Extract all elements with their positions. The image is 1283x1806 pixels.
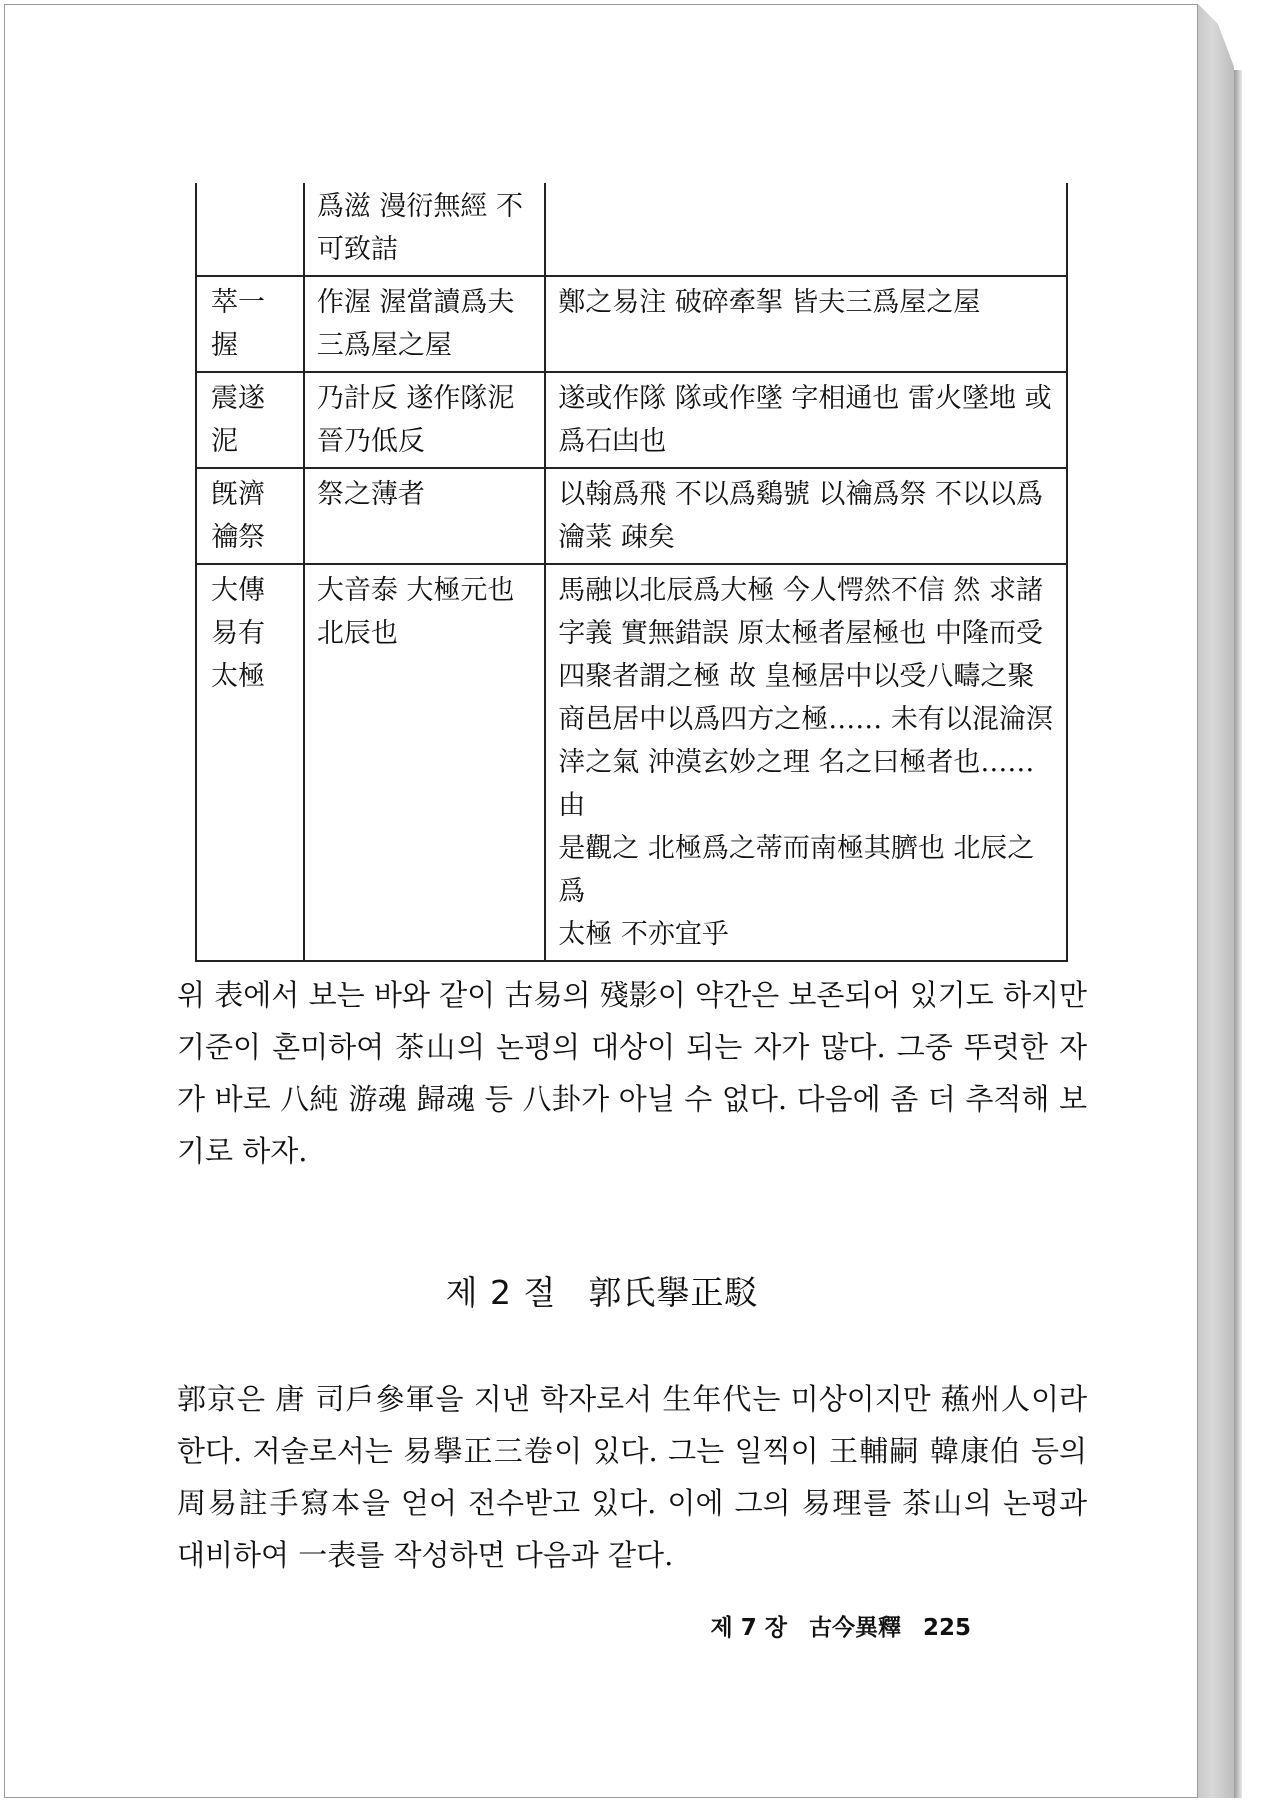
cell-line: 太極 不亦宜乎 [558,919,729,950]
dasan-cell [545,468,1067,564]
cell-line: 爲石凷也 [558,426,667,457]
term-cell: 大傳易有太極 [196,564,304,961]
dasan-cell [545,276,1067,372]
cell-line: 大音泰 大極元也 [316,575,515,606]
table-row [196,276,1067,372]
term-cell: 震遂泥 [196,372,304,468]
cell-line: 涬之氣 沖漠玄妙之理 名之曰極者也……由 [558,747,1035,821]
body-paragraph-1: 위 表에서 보는 바와 같이 古易의 殘影이 약간은 보존되어 있기도 하지만 기준이 혼미하여 茶山의 논평의 대상이 되는 자가 많다. 그중 뚜렷한 자가 바로 八純 游魂 歸魂 등 八卦가 아닐 수 없다. 다음에 좀 더 추적해 보기로 하자. [177,978,1087,1168]
cell-line: 是觀之 北極爲之蒂而南極其臍也 北辰之爲 [558,833,1035,907]
table-row [196,468,1067,564]
section-heading [5,1267,1199,1314]
cell-line: 乃計反 遂作隊泥 [316,383,515,414]
cell-line: 作渥 渥當讀爲夫 [316,287,515,318]
cell-line: 北辰也 [316,618,398,649]
comparison-table [195,183,1068,962]
cell-line: 以翰爲飛 不以爲鷄號 以禴爲祭 不以以爲 [558,479,1043,510]
cell-line: 四聚者謂之極 故 皇極居中以受八疇之聚 [558,661,1035,692]
table-row [196,372,1067,468]
cell-line: 祭之薄者 [316,479,425,510]
page-number: 225 [922,1615,971,1641]
cell-line: 遂或作隊 隊或作墜 字相通也 雷火墜地 或 [558,383,1052,414]
table-row [196,183,1067,276]
cell-line: 晉乃低反 [316,426,425,457]
cell-line: 馬融以北辰爲大極 今人愕然不信 然 求諸 [558,575,1043,606]
cell-line: 商邑居中以爲四方之極…… 未有以混淪溟 [558,704,1053,735]
cell-line: 三爲屋之屋 [316,330,452,361]
guo-cell [304,468,545,564]
guo-cell [304,276,545,372]
section-number: 제 2 절 [445,1273,557,1312]
footer-chapter: 제 7 장 [710,1615,787,1641]
book-edge-shadow [1234,70,1242,1798]
guo-cell [304,372,545,468]
dasan-cell [545,372,1067,468]
dasan-cell [545,183,1067,276]
cell-line: 可致詰 [316,234,398,265]
body-paragraph-2: 郭京은 唐 司戶參軍을 지낸 학자로서 生年代는 미상이지만 蘓州人이라 한다. 저술로서는 易擧正三卷이 있다. 그는 일찍이 王輔嗣 韓康伯 등의 周易註手寫本을 얻어 전수받고 있다. 이에 그의 易理를 茶山의 논평과 대비하여 一表를 작성하면 다음과 같다. [177,1382,1087,1572]
cell-line: 鄭之易注 破碎牽挐 皆夫三爲屋之屋 [558,287,981,318]
page-footer [711,1609,971,1642]
footer-chapter-title: 古今異釋 [808,1615,901,1641]
cell-line: 爲滋 漫衍無經 不 [316,191,523,222]
dasan-cell [545,564,1067,961]
term-cell: 萃一握 [196,276,304,372]
book-edge [1198,4,1234,1798]
book-page [4,4,1198,1798]
table-row [196,564,1067,961]
guo-cell [304,183,545,276]
cell-line: 字義 實無錯誤 原太極者屋極也 中隆而受 [558,618,1043,649]
guo-cell [304,564,545,961]
term-cell: 旣濟禴祭 [196,468,304,564]
cell-line: 瀹菜 疎矣 [558,522,675,553]
section-title: 郭氏擧正駁 [588,1273,759,1312]
term-cell [196,183,304,276]
